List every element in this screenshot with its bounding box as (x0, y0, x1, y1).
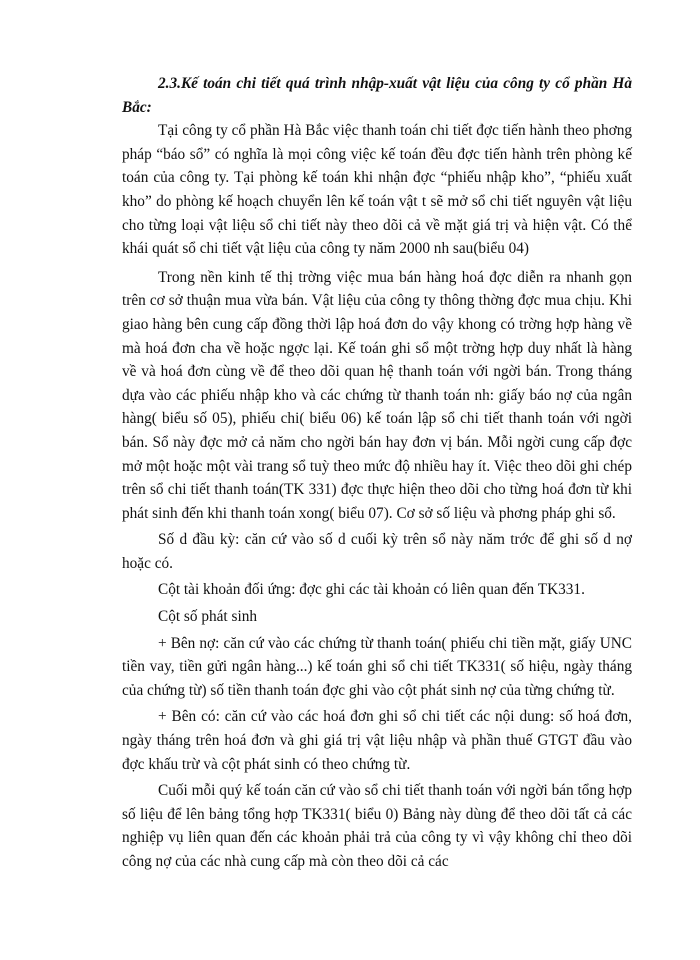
paragraph-5: Cột số phát sinh (158, 608, 258, 626)
document-body (122, 72, 632, 874)
paragraph-4: Cột tài khoản đối ứng: đợc ghi các tài khoản có liên quan đến TK331. (158, 581, 585, 599)
paragraph-8: Cuối mỗi quý kế toán căn cứ vào sổ chi tiết thanh toán với ngời bán tổng hợp số liệu để lên bảng tổng hợp TK331( biểu 0) Bảng này dùng để theo dõi tất cả các nghiệp vụ liên quan đến các khoản phải trả của công ty vì vậy không chỉ theo dõi công nợ của các nhà cung cấp mà còn theo dõi cả các (122, 782, 632, 870)
paragraph-2: Trong nền kinh tế thị trờng việc mua bán hàng hoá đợc diễn ra nhanh gọn trên cơ sở thuận mua vừa bán. Vật liệu của công ty thông thờng đợc mua chịu. Khi giao hàng bên cung cấp đồng thời lập hoá đơn do vậy khong có trờng hợp hàng về mà hoá đơn cha về hoặc ngợc lại. Kế toán ghi sổ một trờng hợp duy nhất là hàng về và hoá đơn cùng về để theo dõi quan hệ thanh toán với ngời bán. Trong tháng dựa vào các phiếu nhập kho và các chứng từ thanh toán nh: giấy báo nợ của ngân hàng( biểu số 05), phiếu chi( biểu 06) kế toán lập sổ chi tiết thanh toán với ngời bán. Sổ này đợc mở cả năm cho ngời bán hay đơn vị bán. Mỗi ngời cung cấp đợc mở một hoặc một vài trang sổ tuỳ theo mức độ nhiều hay ít. Việc theo dõi ghi chép trên sổ chi tiết thanh toán(TK 331) đợc thực hiện theo dõi cho từng hoá đơn từ khi phát sinh đến khi thanh toán xong( biểu 07). Cơ sở số liệu và phơng pháp ghi sổ. (122, 268, 632, 522)
paragraph-6: + Bên nợ: căn cứ vào các chứng từ thanh toán( phiếu chi tiền mặt, giấy UNC tiền vay, tiền gửi ngân hàng...) kế toán ghi sổ chi tiết TK331( số hiệu, ngày tháng của chứng từ) số tiền thanh toán đợc ghi vào cột phát sinh nợ của từng chứng từ. (122, 634, 632, 699)
paragraph-7: + Bên có: căn cứ vào các hoá đơn ghi sổ chi tiết các nội dung: số hoá đơn, ngày tháng trên hoá đơn và ghi giá trị vật liệu nhập và phần thuế GTGT đầu vào đợc khấu trừ và cột phát sinh có theo chứng từ. (122, 708, 632, 773)
paragraph-3: Số d đầu kỳ: căn cứ vào số d cuối kỳ trên sổ này năm trớc để ghi số d nợ hoặc có. (122, 531, 632, 572)
paragraph-1: Tại công ty cổ phần Hà Bắc việc thanh toán chi tiết đợc tiến hành theo phơng pháp “báo sổ” có nghĩa là mọi công việc kế toán đều đợc tiến hành trên phòng kế toán của công ty. Tại phòng kế toán khi nhận đợc “phiếu nhập kho”, “phiếu xuất kho” do phòng kế hoạch chuyển lên kế toán vật t sẽ mở sổ chi tiết nguyên vật liệu cho từng loại vật liệu sổ chi tiết này theo dõi cả về mặt giá trị và hiện vật. Có thể khái quát sổ chi tiết vật liệu của công ty năm 2000 nh sau(biểu 04) (122, 122, 632, 258)
section-heading: 2.3.Kế toán chi tiết quá trình nhập-xuất vật liệu của công ty cổ phần Hà Bắc: (122, 75, 632, 116)
